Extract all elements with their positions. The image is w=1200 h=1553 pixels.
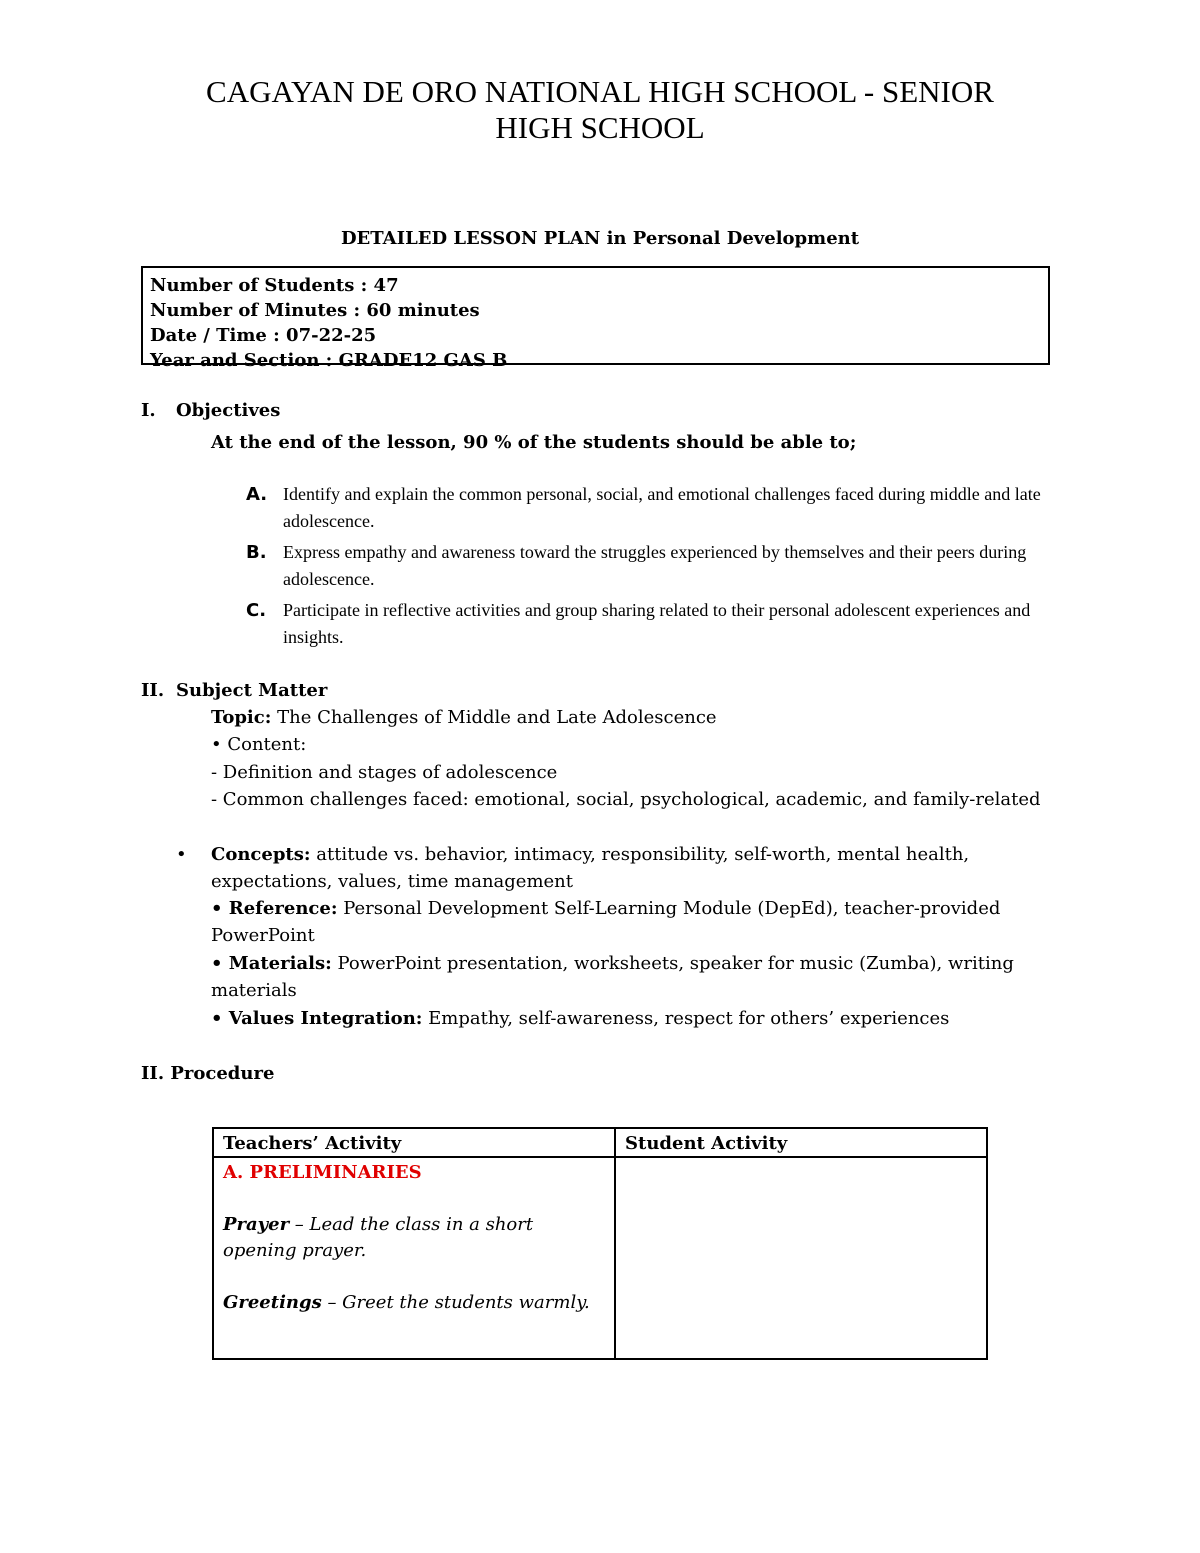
school-name-line-2: HIGH SCHOOL bbox=[495, 110, 705, 145]
lesson-plan-title: DETAILED LESSON PLAN in Personal Development bbox=[340, 228, 860, 249]
topic-value: The Challenges of Middle and Late Adolescence bbox=[271, 707, 717, 728]
concepts-label: Concepts: bbox=[211, 844, 311, 865]
school-name-heading bbox=[0, 74, 1200, 146]
objective-letter: C. bbox=[246, 600, 267, 621]
teachers-activity-cell bbox=[223, 1160, 603, 1316]
reference-line bbox=[211, 895, 1071, 949]
greetings-text: – Greet the students warmly. bbox=[321, 1292, 590, 1313]
objective-text: Express empathy and awareness toward the struggles experienced by themselves and their peers during adolescence. bbox=[283, 542, 1027, 589]
reference-label: • Reference: bbox=[211, 898, 338, 919]
prayer-text: – Lead the class in a short opening prayer. bbox=[223, 1214, 534, 1261]
student-activity-cell bbox=[616, 1158, 986, 1358]
materials-value: PowerPoint presentation, worksheets, speaker for music (Zumba), writing materials bbox=[211, 953, 1014, 1001]
materials-label: • Materials: bbox=[211, 953, 332, 974]
teachers-activity-header: Teachers’ Activity bbox=[223, 1133, 402, 1154]
number-of-students: Number of Students : 47 bbox=[150, 275, 399, 296]
reference-value: Personal Development Self-Learning Module (DepEd), teacher-provided PowerPoint bbox=[211, 898, 1001, 946]
objectives-lead: At the end of the lesson, 90 % of the students should be able to; bbox=[211, 432, 857, 453]
procedure-heading: II. Procedure bbox=[141, 1063, 275, 1084]
preliminaries-heading: A. PRELIMINARIES bbox=[223, 1162, 422, 1183]
objectives-number: I. bbox=[141, 400, 156, 421]
values-integration-line bbox=[211, 1005, 1071, 1032]
content-line-2: - Common challenges faced: emotional, social, psychological, academic, and family-related bbox=[211, 789, 1041, 810]
procedure-table bbox=[212, 1127, 988, 1360]
content-label: • Content: bbox=[211, 734, 307, 755]
greetings-label: Greetings bbox=[223, 1292, 322, 1313]
topic-label: Topic: bbox=[211, 707, 272, 728]
materials-line bbox=[211, 950, 1071, 1004]
year-and-section: Year and Section : GRADE12 GAS B bbox=[150, 350, 508, 371]
objective-letter: A. bbox=[246, 484, 268, 505]
content-line-1: - Definition and stages of adolescence bbox=[211, 762, 558, 783]
values-integration-value: Empathy, self-awareness, respect for others’ experiences bbox=[422, 1008, 950, 1029]
prayer-item bbox=[223, 1212, 603, 1264]
concepts-value: attitude vs. behavior, intimacy, responsibility, self-worth, mental health, expectations, values, time management bbox=[211, 844, 970, 892]
class-info-box bbox=[141, 266, 1050, 371]
subject-matter-heading: Subject Matter bbox=[176, 680, 328, 701]
prayer-label: Prayer bbox=[223, 1214, 290, 1235]
values-integration-label: • Values Integration: bbox=[211, 1008, 423, 1029]
objective-text: Identify and explain the common personal, social, and emotional challenges faced during middle and late adolescence. bbox=[283, 484, 1041, 531]
objective-text: Participate in reflective activities and group sharing related to their personal adolescent experiences and insights. bbox=[283, 600, 1031, 647]
objective-letter: B. bbox=[246, 542, 267, 563]
bullet-icon: • bbox=[176, 844, 187, 865]
greetings-item bbox=[223, 1290, 603, 1316]
concepts-line bbox=[211, 841, 1071, 895]
subject-matter-number: II. bbox=[141, 680, 165, 701]
date-time: Date / Time : 07-22-25 bbox=[150, 325, 377, 346]
student-activity-header: Student Activity bbox=[625, 1133, 788, 1154]
school-name-line-1: CAGAYAN DE ORO NATIONAL HIGH SCHOOL - SENIOR bbox=[206, 74, 994, 109]
objectives-heading: Objectives bbox=[176, 400, 281, 421]
number-of-minutes: Number of Minutes : 60 minutes bbox=[150, 300, 480, 321]
topic-line bbox=[211, 704, 1071, 731]
